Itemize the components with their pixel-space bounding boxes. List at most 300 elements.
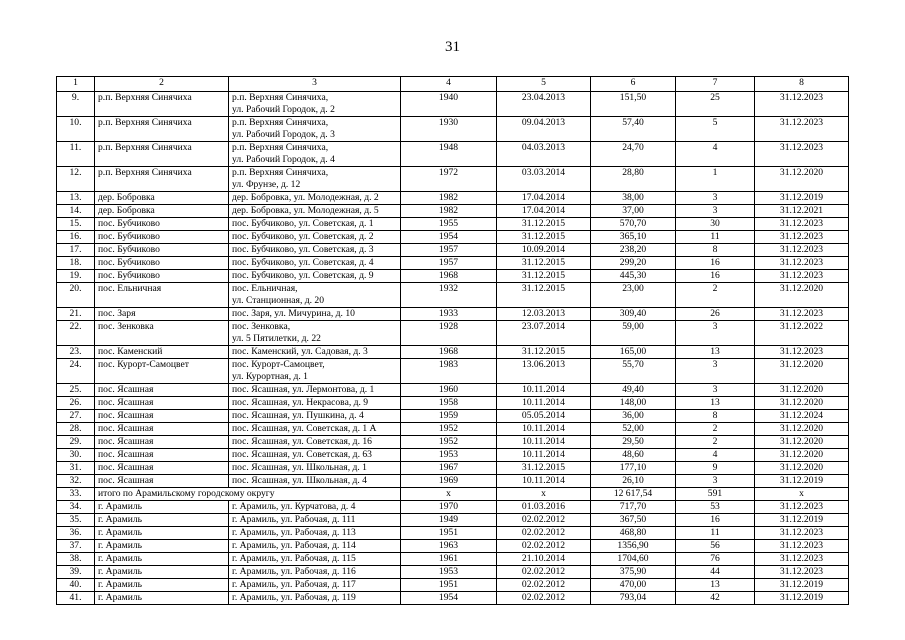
year-cell: 1933 (401, 308, 497, 321)
settlement-cell: дер. Бобровка (95, 192, 229, 205)
address-line-1: пос. Бубчиково, ул. Советская, д. 4 (232, 257, 374, 268)
year-cell: 1963 (401, 540, 497, 553)
address-line-1: пос. Бубчиково, ул. Советская, д. 9 (232, 270, 374, 281)
deadline-cell: 31.12.2023 (755, 257, 849, 270)
row-number-cell: 38. (57, 553, 95, 566)
area-cell: 717,70 (591, 501, 676, 514)
settlement-cell: пос. Бубчиково (95, 257, 229, 270)
total-label-cell: итого по Арамильскому городскому округу (95, 488, 401, 501)
area-cell: 29,50 (591, 436, 676, 449)
address-cell (229, 257, 401, 270)
year-cell: 1955 (401, 218, 497, 231)
row-number-cell: 34. (57, 501, 95, 514)
area-cell: 49,40 (591, 384, 676, 397)
settlement-cell: пос. Бубчиково (95, 218, 229, 231)
deadline-cell: 31.12.2023 (755, 346, 849, 359)
area-cell: 165,00 (591, 346, 676, 359)
address-line-1: пос. Ясашная, ул. Советская, д. 63 (232, 449, 372, 460)
count-cell: 13 (676, 579, 755, 592)
year-cell: 1954 (401, 592, 497, 605)
date-cell: 17.04.2014 (497, 192, 591, 205)
deadline-cell: 31.12.2019 (755, 475, 849, 488)
date-cell: 31.12.2015 (497, 462, 591, 475)
deadline-cell: 31.12.2023 (755, 527, 849, 540)
address-cell (229, 231, 401, 244)
date-cell: 02.02.2012 (497, 592, 591, 605)
year-cell: 1972 (401, 167, 497, 192)
area-cell: 177,10 (591, 462, 676, 475)
header-cell: 8 (755, 77, 849, 92)
count-cell: 30 (676, 218, 755, 231)
date-cell: 10.11.2014 (497, 475, 591, 488)
address-line-1: р.п. Верхняя Синячиха, (232, 142, 329, 153)
date-cell: 13.06.2013 (497, 359, 591, 384)
settlement-cell: г. Арамиль (95, 501, 229, 514)
table-row (57, 205, 849, 218)
year-cell: 1982 (401, 205, 497, 218)
area-cell: 309,40 (591, 308, 676, 321)
settlement-cell: пос. Бубчиково (95, 270, 229, 283)
year-cell: 1951 (401, 527, 497, 540)
address-cell (229, 244, 401, 257)
address-cell (229, 192, 401, 205)
settlement-cell: пос. Курорт-Самоцвет (95, 359, 229, 384)
count-cell: 44 (676, 566, 755, 579)
count-cell: 13 (676, 346, 755, 359)
date-cell: 17.04.2014 (497, 205, 591, 218)
address-cell (229, 397, 401, 410)
count-cell: 591 (676, 488, 755, 501)
year-cell: 1957 (401, 244, 497, 257)
table-row (57, 257, 849, 270)
table-row (57, 384, 849, 397)
date-cell: 31.12.2015 (497, 346, 591, 359)
table-row (57, 527, 849, 540)
row-number-cell: 29. (57, 436, 95, 449)
date-cell: 23.04.2013 (497, 92, 591, 117)
settlement-cell: пос. Ясашная (95, 423, 229, 436)
settlement-cell: пос. Ясашная (95, 449, 229, 462)
deadline-cell: 31.12.2020 (755, 283, 849, 308)
row-number-cell: 21. (57, 308, 95, 321)
address-cell (229, 92, 401, 117)
address-line-1: г. Арамиль, ул. Рабочая, д. 113 (232, 527, 356, 538)
address-line-1: г. Арамиль, ул. Рабочая, д. 119 (232, 592, 356, 603)
table-row (57, 475, 849, 488)
deadline-cell: 31.12.2020 (755, 423, 849, 436)
settlement-cell: пос. Ясашная (95, 462, 229, 475)
row-number-cell: 35. (57, 514, 95, 527)
area-cell: 26,10 (591, 475, 676, 488)
table-row (57, 436, 849, 449)
address-line-1: пос. Бубчиково, ул. Советская, д. 1 (232, 218, 374, 229)
table-row (57, 142, 849, 167)
date-cell: 03.03.2014 (497, 167, 591, 192)
area-cell: 1356,90 (591, 540, 676, 553)
settlement-cell: р.п. Верхняя Синячиха (95, 117, 229, 142)
row-number-cell: 28. (57, 423, 95, 436)
year-cell: 1968 (401, 270, 497, 283)
area-cell: 470,00 (591, 579, 676, 592)
address-line-1: пос. Ясашная, ул. Лермонтова, д. 1 (232, 384, 375, 395)
address-line-1: пос. Ясашная, ул. Пушкина, д. 4 (232, 410, 364, 421)
row-number-cell: 22. (57, 321, 95, 346)
year-cell: 1968 (401, 346, 497, 359)
settlement-cell: г. Арамиль (95, 592, 229, 605)
table-row (57, 192, 849, 205)
settlement-cell: р.п. Верхняя Синячиха (95, 167, 229, 192)
deadline-cell: 31.12.2023 (755, 92, 849, 117)
count-cell: 16 (676, 270, 755, 283)
deadline-cell: 31.12.2020 (755, 462, 849, 475)
count-cell: 13 (676, 397, 755, 410)
deadline-cell: 31.12.2023 (755, 244, 849, 257)
header-cell: 6 (591, 77, 676, 92)
address-line-1: г. Арамиль, ул. Рабочая, д. 114 (232, 540, 356, 551)
row-number-cell: 19. (57, 270, 95, 283)
row-number-cell: 37. (57, 540, 95, 553)
header-cell: 3 (229, 77, 401, 92)
count-cell: 76 (676, 553, 755, 566)
deadline-cell: 31.12.2023 (755, 270, 849, 283)
row-number-cell: 16. (57, 231, 95, 244)
row-number-cell: 14. (57, 205, 95, 218)
address-cell (229, 270, 401, 283)
count-cell: 3 (676, 475, 755, 488)
year-cell: 1983 (401, 359, 497, 384)
deadline-cell: 31.12.2020 (755, 397, 849, 410)
settlement-cell: г. Арамиль (95, 579, 229, 592)
area-cell: 28,80 (591, 167, 676, 192)
count-cell: 3 (676, 321, 755, 346)
area-cell: 57,40 (591, 117, 676, 142)
row-number-cell: 32. (57, 475, 95, 488)
header-cell: 7 (676, 77, 755, 92)
table-row (57, 321, 849, 346)
year-cell: 1961 (401, 553, 497, 566)
count-cell: 2 (676, 283, 755, 308)
count-cell: 26 (676, 308, 755, 321)
address-line-1: пос. Курорт-Самоцвет, (232, 359, 325, 370)
settlement-cell: дер. Бобровка (95, 205, 229, 218)
area-cell: 375,90 (591, 566, 676, 579)
count-cell: 8 (676, 410, 755, 423)
date-cell: x (497, 488, 591, 501)
address-line-1: г. Арамиль, ул. Рабочая, д. 117 (232, 579, 356, 590)
row-number-cell: 11. (57, 142, 95, 167)
count-cell: 56 (676, 540, 755, 553)
deadline-cell: 31.12.2024 (755, 410, 849, 423)
address-cell (229, 475, 401, 488)
address-line-1: пос. Заря, ул. Мичурина, д. 10 (232, 308, 355, 319)
settlement-cell: пос. Бубчиково (95, 231, 229, 244)
count-cell: 3 (676, 192, 755, 205)
settlement-cell: пос. Ясашная (95, 397, 229, 410)
table-row (57, 423, 849, 436)
area-cell: 48,60 (591, 449, 676, 462)
deadline-cell: 31.12.2019 (755, 192, 849, 205)
address-line-2: ул. Фрунзе, д. 12 (232, 179, 301, 190)
date-cell: 31.12.2015 (497, 218, 591, 231)
address-line-1: пос. Бубчиково, ул. Советская, д. 2 (232, 231, 374, 242)
area-cell: 23,00 (591, 283, 676, 308)
row-number-cell: 40. (57, 579, 95, 592)
row-number-cell: 36. (57, 527, 95, 540)
row-number-cell: 41. (57, 592, 95, 605)
deadline-cell: 31.12.2019 (755, 514, 849, 527)
address-line-1: пос. Ясашная, ул. Некрасова, д. 9 (232, 397, 369, 408)
count-cell: 2 (676, 436, 755, 449)
row-number-cell: 31. (57, 462, 95, 475)
year-cell: 1953 (401, 566, 497, 579)
row-number-cell: 24. (57, 359, 95, 384)
address-line-1: пос. Зенковка, (232, 321, 291, 332)
area-cell: 52,00 (591, 423, 676, 436)
area-cell: 148,00 (591, 397, 676, 410)
count-cell: 3 (676, 205, 755, 218)
settlement-cell: р.п. Верхняя Синячиха (95, 142, 229, 167)
address-line-2: ул. Курортная, д. 1 (232, 371, 308, 382)
year-cell: 1928 (401, 321, 497, 346)
settlement-cell: г. Арамиль (95, 527, 229, 540)
address-cell (229, 205, 401, 218)
count-cell: 4 (676, 449, 755, 462)
year-cell: 1954 (401, 231, 497, 244)
year-cell: x (401, 488, 497, 501)
count-cell: 2 (676, 423, 755, 436)
table-row (57, 579, 849, 592)
date-cell: 31.12.2015 (497, 283, 591, 308)
row-number-cell: 20. (57, 283, 95, 308)
page-number: 31 (445, 39, 460, 55)
area-cell: 299,20 (591, 257, 676, 270)
area-cell: 12 617,54 (591, 488, 676, 501)
area-cell: 59,00 (591, 321, 676, 346)
address-line-1: пос. Ельничная, (232, 283, 298, 294)
address-cell (229, 384, 401, 397)
table-row (57, 462, 849, 475)
count-cell: 1 (676, 167, 755, 192)
address-line-2: ул. Рабочий Городок, д. 3 (232, 129, 335, 140)
address-cell (229, 514, 401, 527)
address-cell (229, 527, 401, 540)
deadline-cell: 31.12.2023 (755, 117, 849, 142)
year-cell: 1949 (401, 514, 497, 527)
address-cell (229, 423, 401, 436)
table-row (57, 308, 849, 321)
table-row (57, 553, 849, 566)
settlement-cell: пос. Ясашная (95, 436, 229, 449)
area-cell: 36,00 (591, 410, 676, 423)
address-cell (229, 553, 401, 566)
table-row (57, 346, 849, 359)
address-line-1: р.п. Верхняя Синячиха, (232, 92, 329, 103)
row-number-cell: 33. (57, 488, 95, 501)
year-cell: 1957 (401, 257, 497, 270)
address-cell (229, 592, 401, 605)
row-number-cell: 17. (57, 244, 95, 257)
address-line-1: р.п. Верхняя Синячиха, (232, 117, 329, 128)
row-number-cell: 15. (57, 218, 95, 231)
settlement-cell: пос. Ясашная (95, 384, 229, 397)
address-cell (229, 308, 401, 321)
count-cell: 11 (676, 231, 755, 244)
housing-table (56, 76, 849, 605)
address-line-1: пос. Бубчиково, ул. Советская, д. 3 (232, 244, 374, 255)
deadline-cell: 31.12.2023 (755, 218, 849, 231)
header-row (57, 77, 849, 92)
settlement-cell: р.п. Верхняя Синячиха (95, 92, 229, 117)
year-cell: 1930 (401, 117, 497, 142)
address-cell (229, 462, 401, 475)
total-row (57, 488, 849, 501)
row-number-cell: 30. (57, 449, 95, 462)
settlement-cell: пос. Ясашная (95, 410, 229, 423)
deadline-cell: 31.12.2020 (755, 167, 849, 192)
year-cell: 1951 (401, 579, 497, 592)
table-row (57, 117, 849, 142)
row-number-cell: 26. (57, 397, 95, 410)
date-cell: 31.12.2015 (497, 270, 591, 283)
address-line-1: пос. Ясашная, ул. Советская, д. 16 (232, 436, 372, 447)
count-cell: 3 (676, 384, 755, 397)
area-cell: 238,20 (591, 244, 676, 257)
deadline-cell: 31.12.2020 (755, 384, 849, 397)
table-row (57, 449, 849, 462)
date-cell: 04.03.2013 (497, 142, 591, 167)
table-row (57, 231, 849, 244)
area-cell: 367,50 (591, 514, 676, 527)
area-cell: 570,70 (591, 218, 676, 231)
area-cell: 151,50 (591, 92, 676, 117)
deadline-cell: 31.12.2019 (755, 579, 849, 592)
date-cell: 10.11.2014 (497, 423, 591, 436)
deadline-cell: 31.12.2019 (755, 592, 849, 605)
area-cell: 468,80 (591, 527, 676, 540)
year-cell: 1982 (401, 192, 497, 205)
row-number-cell: 18. (57, 257, 95, 270)
date-cell: 10.11.2014 (497, 397, 591, 410)
table-row (57, 501, 849, 514)
date-cell: 01.03.2016 (497, 501, 591, 514)
date-cell: 02.02.2012 (497, 514, 591, 527)
area-cell: 24,70 (591, 142, 676, 167)
deadline-cell: 31.12.2023 (755, 501, 849, 514)
year-cell: 1969 (401, 475, 497, 488)
row-number-cell: 10. (57, 117, 95, 142)
address-cell (229, 321, 401, 346)
settlement-cell: пос. Заря (95, 308, 229, 321)
address-line-1: р.п. Верхняя Синячиха, (232, 167, 329, 178)
settlement-cell: г. Арамиль (95, 514, 229, 527)
area-cell: 55,70 (591, 359, 676, 384)
count-cell: 9 (676, 462, 755, 475)
date-cell: 10.11.2014 (497, 436, 591, 449)
address-line-2: ул. 5 Пятилетки, д. 22 (232, 333, 321, 344)
table-row (57, 592, 849, 605)
deadline-cell: 31.12.2023 (755, 142, 849, 167)
address-cell (229, 359, 401, 384)
date-cell: 31.12.2015 (497, 257, 591, 270)
table-row (57, 283, 849, 308)
table-row (57, 540, 849, 553)
row-number-cell: 39. (57, 566, 95, 579)
address-line-1: г. Арамиль, ул. Рабочая, д. 115 (232, 553, 356, 564)
address-cell (229, 579, 401, 592)
date-cell: 02.02.2012 (497, 540, 591, 553)
address-cell (229, 410, 401, 423)
table-row (57, 566, 849, 579)
deadline-cell: 31.12.2023 (755, 231, 849, 244)
date-cell: 23.07.2014 (497, 321, 591, 346)
row-number-cell: 23. (57, 346, 95, 359)
area-cell: 445,30 (591, 270, 676, 283)
date-cell: 10.11.2014 (497, 384, 591, 397)
deadline-cell: 31.12.2021 (755, 205, 849, 218)
deadline-cell: 31.12.2023 (755, 308, 849, 321)
settlement-cell: г. Арамиль (95, 566, 229, 579)
address-line-2: ул. Рабочий Городок, д. 4 (232, 154, 335, 165)
address-cell (229, 142, 401, 167)
table-row (57, 410, 849, 423)
address-line-1: г. Арамиль, ул. Рабочая, д. 111 (232, 514, 356, 525)
settlement-cell: пос. Каменский (95, 346, 229, 359)
address-line-1: дер. Бобровка, ул. Молодежная, д. 2 (232, 192, 379, 203)
header-cell: 1 (57, 77, 95, 92)
count-cell: 8 (676, 244, 755, 257)
address-cell (229, 540, 401, 553)
date-cell: 31.12.2015 (497, 231, 591, 244)
address-line-1: г. Арамиль, ул. Курчатова, д. 4 (232, 501, 356, 512)
address-line-1: пос. Ясашная, ул. Советская, д. 1 А (232, 423, 377, 434)
settlement-cell: пос. Ельничная (95, 283, 229, 308)
year-cell: 1940 (401, 92, 497, 117)
table-row (57, 218, 849, 231)
year-cell: 1953 (401, 449, 497, 462)
year-cell: 1970 (401, 501, 497, 514)
row-number-cell: 13. (57, 192, 95, 205)
table-row (57, 270, 849, 283)
deadline-cell: 31.12.2023 (755, 566, 849, 579)
area-cell: 365,10 (591, 231, 676, 244)
table-row (57, 244, 849, 257)
count-cell: 53 (676, 501, 755, 514)
area-cell: 1704,60 (591, 553, 676, 566)
area-cell: 38,00 (591, 192, 676, 205)
table-row (57, 359, 849, 384)
year-cell: 1948 (401, 142, 497, 167)
year-cell: 1960 (401, 384, 497, 397)
year-cell: 1959 (401, 410, 497, 423)
address-cell (229, 167, 401, 192)
header-cell: 2 (95, 77, 229, 92)
address-cell (229, 117, 401, 142)
row-number-cell: 12. (57, 167, 95, 192)
table-row (57, 92, 849, 117)
year-cell: 1932 (401, 283, 497, 308)
count-cell: 3 (676, 359, 755, 384)
address-line-2: ул. Рабочий Городок, д. 2 (232, 104, 335, 115)
deadline-cell: 31.12.2020 (755, 359, 849, 384)
table-row (57, 167, 849, 192)
address-cell (229, 566, 401, 579)
count-cell: 16 (676, 257, 755, 270)
year-cell: 1958 (401, 397, 497, 410)
settlement-cell: пос. Ясашная (95, 475, 229, 488)
deadline-cell: 31.12.2023 (755, 540, 849, 553)
row-number-cell: 27. (57, 410, 95, 423)
count-cell: 25 (676, 92, 755, 117)
